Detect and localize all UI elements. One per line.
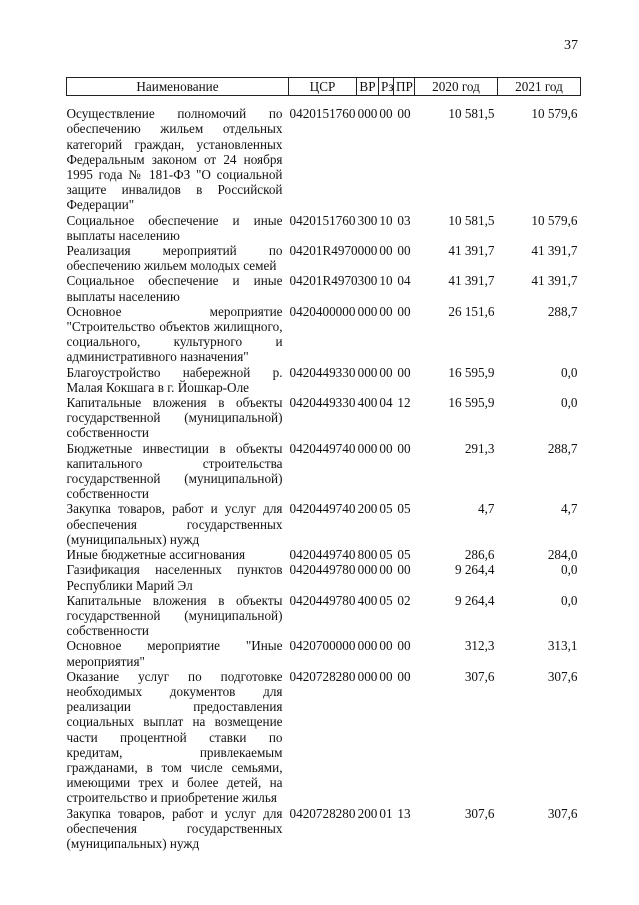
cell-rz: 10 (379, 273, 393, 289)
cell-2020: 16 595,9 (448, 364, 495, 380)
cell-pr: 00 (397, 303, 411, 319)
budget-table (66, 77, 581, 851)
cell-2021: 41 391,7 (531, 273, 578, 289)
cell-name: Основное мероприятие "Иные мероприятия" (66, 638, 283, 669)
cell-vr: 000 (357, 303, 378, 319)
cell-2020: 9 264,4 (454, 562, 495, 578)
cell-vr: 000 (357, 440, 378, 456)
cell-rz: 04 (379, 395, 393, 411)
cell-rz: 00 (379, 668, 393, 684)
cell-csr: 0420449780 (289, 562, 356, 578)
cell-name: Социальное обеспечение и иные выплаты населению (66, 273, 283, 304)
cell-2020: 4,7 (478, 501, 495, 517)
cell-name: Основное мероприятие "Строительство объектов жилищного, социального, культурного и административного назначения" (66, 303, 283, 365)
cell-name: Оказание услуг по подготовке необходимых документов для реализации предоставления социальных выплат на возмещение части процентной ставки по кредитам, привлекаемым гражданами, в том числе семьями, имеющими трех и более детей, на строительство и приобретение жилья (66, 668, 283, 806)
table-row (67, 365, 581, 395)
cell-2021: 10 579,6 (531, 106, 578, 122)
cell-rz: 00 (379, 440, 393, 456)
cell-2020: 307,6 (464, 805, 495, 821)
cell-rz: 10 (379, 212, 393, 228)
cell-2020: 26 151,6 (448, 303, 495, 319)
header-gap (67, 96, 581, 107)
cell-2020: 307,6 (464, 668, 495, 684)
cell-2020: 16 595,9 (448, 395, 495, 411)
cell-pr: 03 (397, 212, 411, 228)
cell-pr: 00 (397, 668, 411, 684)
cell-pr: 00 (397, 562, 411, 578)
page-number: 37 (564, 38, 578, 53)
cell-vr: 200 (357, 805, 378, 821)
cell-vr: 000 (357, 106, 378, 122)
cell-name: Осуществление полномочий по обеспечению жильем отдельных категорий граждан, установленных Федеральным законом от 24 ноября 1995 года № 181-ФЗ "О социальной защите инвалидов в Российской Федерации" (66, 106, 283, 213)
table-row (67, 213, 581, 243)
cell-vr: 000 (357, 668, 378, 684)
cell-2021: 4,7 (561, 501, 578, 517)
header-csr: ЦСР (289, 78, 357, 96)
cell-2020: 10 581,5 (448, 212, 495, 228)
cell-2021: 288,7 (547, 303, 578, 319)
table-body (67, 96, 581, 851)
cell-rz: 00 (379, 638, 393, 654)
cell-2020: 286,6 (464, 547, 495, 563)
table-row (67, 273, 581, 303)
cell-2020: 9 264,4 (454, 592, 495, 608)
table-row (67, 593, 581, 639)
table-row (67, 547, 581, 562)
cell-2020: 291,3 (464, 440, 495, 456)
cell-vr: 000 (357, 562, 378, 578)
cell-csr: 0420728280 (289, 668, 356, 684)
header-pr: ПР (394, 78, 415, 96)
cell-name: Бюджетные инвестиции в объекты капитального строительства государственной (муниципальной) собственности (66, 440, 283, 502)
cell-name: Благоустройство набережной р. Малая Кокшага в г. Йошкар-Оле (66, 364, 283, 395)
header-vr: ВР (357, 78, 379, 96)
cell-rz: 00 (379, 364, 393, 380)
cell-rz: 00 (379, 106, 393, 122)
cell-csr: 0420449330 (289, 364, 356, 380)
header-2020: 2020 год (415, 78, 498, 96)
cell-csr: 04201R4970 (289, 273, 358, 289)
cell-2021: 10 579,6 (531, 212, 578, 228)
cell-name: Социальное обеспечение и иные выплаты населению (66, 212, 283, 243)
cell-2021: 0,0 (561, 592, 578, 608)
table-row (67, 806, 581, 852)
cell-name: Иные бюджетные ассигнования (66, 547, 246, 563)
cell-csr: 0420449330 (289, 395, 356, 411)
cell-pr: 00 (397, 638, 411, 654)
cell-csr: 0420700000 (289, 638, 356, 654)
cell-name: Газификация населенных пунктов Республики Марий Эл (66, 562, 283, 593)
cell-rz: 00 (379, 562, 393, 578)
cell-name: Капитальные вложения в объекты государственной (муниципальной) собственности (66, 395, 283, 441)
header-2021: 2021 год (498, 78, 581, 96)
table-row (67, 304, 581, 365)
cell-pr: 05 (397, 501, 411, 517)
cell-rz: 00 (379, 303, 393, 319)
cell-2021: 307,6 (547, 668, 578, 684)
cell-vr: 400 (357, 592, 378, 608)
table-row (67, 669, 581, 806)
cell-rz: 05 (379, 547, 393, 563)
cell-2021: 0,0 (561, 562, 578, 578)
cell-vr: 300 (357, 273, 378, 289)
table-row (67, 106, 581, 212)
cell-csr: 04201R4970 (289, 243, 358, 259)
cell-csr: 0420728280 (289, 805, 356, 821)
cell-name: Капитальные вложения в объекты государственной (муниципальной) собственности (66, 592, 283, 639)
cell-2020: 41 391,7 (448, 243, 495, 259)
cell-vr: 800 (357, 547, 378, 563)
cell-pr: 12 (397, 395, 411, 411)
cell-vr: 000 (357, 638, 378, 654)
cell-pr: 02 (397, 592, 411, 608)
cell-pr: 04 (397, 273, 411, 289)
cell-vr: 400 (357, 395, 378, 411)
header-name: Наименование (67, 78, 289, 96)
header-rz: Рз (379, 78, 394, 96)
table-row (67, 501, 581, 547)
cell-2021: 284,0 (547, 547, 578, 563)
cell-pr: 00 (397, 243, 411, 259)
cell-2020: 41 391,7 (448, 273, 495, 289)
cell-name: Закупка товаров, работ и услуг для обеспечения государственных (муниципальных) нужд (66, 501, 283, 547)
cell-2020: 10 581,5 (448, 106, 495, 122)
cell-2020: 312,3 (464, 638, 495, 654)
table-row (67, 441, 581, 502)
cell-vr: 200 (357, 501, 378, 517)
cell-2021: 288,7 (547, 440, 578, 456)
cell-csr: 0420449780 (289, 592, 356, 608)
cell-vr: 000 (357, 243, 378, 259)
table-row (67, 243, 581, 273)
cell-2021: 0,0 (561, 364, 578, 380)
cell-vr: 300 (357, 212, 378, 228)
cell-csr: 0420449740 (289, 440, 356, 456)
cell-rz: 01 (379, 805, 393, 821)
cell-name: Реализация мероприятий по обеспечению жильем молодых семей (66, 243, 283, 274)
table-row (67, 638, 581, 668)
cell-2021: 0,0 (561, 395, 578, 411)
cell-2021: 313,1 (547, 638, 578, 654)
cell-rz: 05 (379, 501, 393, 517)
cell-csr: 0420151760 (289, 212, 356, 228)
cell-csr: 0420400000 (289, 303, 356, 319)
cell-csr: 0420151760 (289, 106, 356, 122)
cell-csr: 0420449740 (289, 547, 356, 563)
table-row (67, 562, 581, 592)
cell-csr: 0420449740 (289, 501, 356, 517)
cell-name: Закупка товаров, работ и услуг для обеспечения государственных (муниципальных) нужд (66, 805, 283, 851)
cell-2021: 41 391,7 (531, 243, 578, 259)
cell-rz: 05 (379, 592, 393, 608)
cell-rz: 00 (379, 243, 393, 259)
cell-pr: 00 (397, 364, 411, 380)
cell-pr: 00 (397, 440, 411, 456)
table-row (67, 395, 581, 441)
cell-pr: 00 (397, 106, 411, 122)
cell-vr: 000 (357, 364, 378, 380)
cell-pr: 05 (397, 547, 411, 563)
cell-2021: 307,6 (547, 805, 578, 821)
cell-pr: 13 (397, 805, 411, 821)
table-header-row (67, 78, 581, 96)
